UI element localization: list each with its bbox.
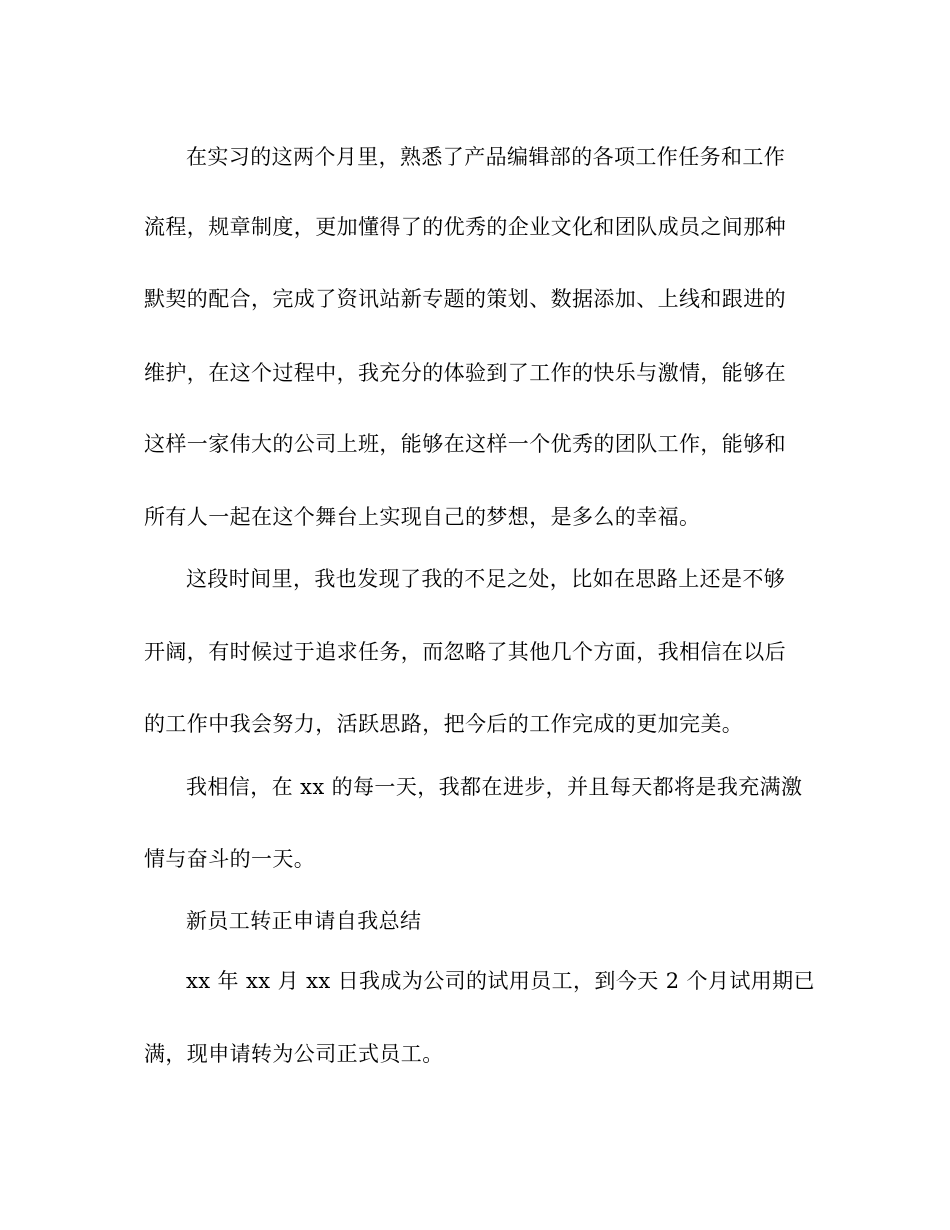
section-heading: 新员工转正申请自我总结 <box>186 909 422 933</box>
paragraph-4-line-1: xx 年 xx 月 xx 日我成为公司的试用员工，到今天 2 个月试用期已 <box>186 969 815 993</box>
paragraph-1-line-1: 在实习的这两个月里，熟悉了产品编辑部的各项工作任务和工作 <box>186 145 786 169</box>
paragraph-1-line-3: 默契的配合，完成了资讯站新专题的策划、数据添加、上线和跟进的 <box>144 287 786 311</box>
paragraph-2-line-3: 的工作中我会努力，活跃思路，把今后的工作完成的更加完美。 <box>144 712 744 736</box>
paragraph-1-line-5: 这样一家伟大的公司上班，能够在这样一个优秀的团队工作，能够和 <box>144 432 786 456</box>
paragraph-1-line-2: 流程，规章制度，更加懂得了的优秀的企业文化和团队成员之间那种 <box>144 215 786 239</box>
paragraph-3-line-2: 情与奋斗的一天。 <box>144 847 316 871</box>
paragraph-4-line-2: 满，现申请转为公司正式员工。 <box>144 1042 444 1066</box>
paragraph-2-line-2: 开阔，有时候过于追求任务，而忽略了其他几个方面，我相信在以后 <box>144 640 786 664</box>
paragraph-1-line-6: 所有人一起在这个舞台上实现自己的梦想，是多么的幸福。 <box>144 505 701 529</box>
paragraph-1-line-4: 维护，在这个过程中，我充分的体验到了工作的快乐与激情，能够在 <box>144 361 786 385</box>
paragraph-3-line-1: 我相信，在 xx 的每一天，我都在进步，并且每天都将是我充满激 <box>186 775 803 799</box>
paragraph-2-line-1: 这段时间里，我也发现了我的不足之处，比如在思路上还是不够 <box>186 567 786 591</box>
